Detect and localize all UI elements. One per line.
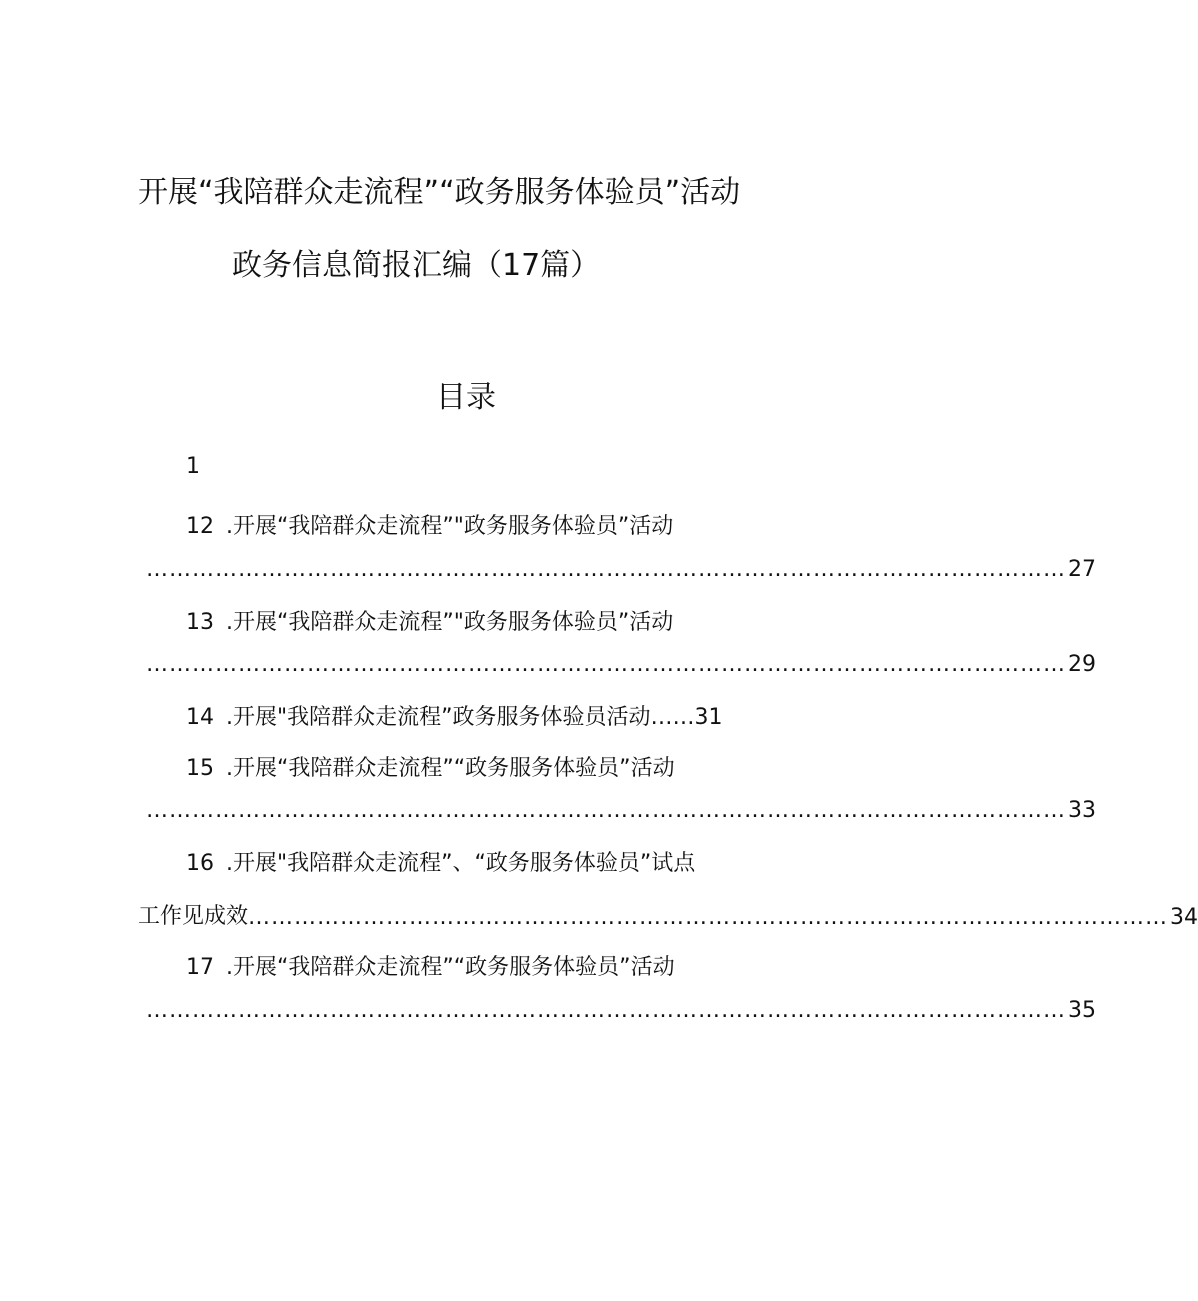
dot-leader: ………………………………………………………………………………………………………… [248, 905, 1169, 930]
toc-entry-16[interactable] [186, 846, 695, 877]
toc-entry-page: 29 [1068, 652, 1096, 677]
toc-heading: 目录 [436, 380, 496, 415]
toc-entry-13[interactable] [186, 605, 673, 636]
toc-entry-text: .开展“我陪群众走流程”“政务服务体验员”活动 [226, 756, 675, 781]
toc-entry-13-leader [146, 652, 1096, 677]
toc-entry-15[interactable] [186, 751, 675, 782]
toc-entry-15-leader [146, 798, 1096, 823]
dot-leader: …… [650, 705, 695, 730]
dot-leader: ………………………………………………………………………………………………………… [146, 798, 1066, 823]
toc-entry-number: 14 [186, 705, 214, 730]
toc-entry-12[interactable] [186, 509, 673, 540]
dot-leader: ………………………………………………………………………………………………………… [146, 652, 1066, 677]
toc-entry-number: 17 [186, 955, 214, 980]
toc-entry-text: .开展“我陪群众走流程”“政务服务体验员”活动 [226, 955, 675, 980]
toc-entry-17-leader [146, 998, 1096, 1023]
toc-entry-14[interactable] [186, 700, 723, 731]
toc-entry-page: 35 [1068, 998, 1096, 1023]
toc-entry-12-leader [146, 557, 1096, 582]
toc-entry-text: .开展“我陪群众走流程”"政务服务体验员”活动 [226, 610, 674, 635]
toc-entry-number: 13 [186, 610, 214, 635]
toc-entry-page: 27 [1068, 557, 1096, 582]
toc-entry-page: 34 [1170, 905, 1198, 930]
toc-entry-text: .开展"我陪群众走流程”政务服务体验员活动 [226, 705, 651, 730]
toc-entry-text-continued: 工作见成效 [138, 904, 249, 929]
toc-entry-text: .开展“我陪群众走流程”"政务服务体验员”活动 [226, 514, 674, 539]
dot-leader: ………………………………………………………………………………………………………… [146, 998, 1066, 1023]
dot-leader: ………………………………………………………………………………………………………… [146, 557, 1066, 582]
toc-entry-number: 12 [186, 514, 214, 539]
document-title-line-2: 政务信息简报汇编（17篇） [232, 248, 601, 283]
toc-entry-1-number: 1 [186, 454, 200, 479]
toc-entry-page: 33 [1068, 798, 1096, 823]
toc-entry-17[interactable] [186, 950, 675, 981]
toc-entry-number: 16 [186, 851, 214, 876]
toc-entry-text: .开展"我陪群众走流程”、“政务服务体验员”试点 [226, 851, 696, 876]
toc-entry-number: 15 [186, 756, 214, 781]
toc-entry-16-continuation [138, 899, 1198, 930]
document-title-line-1: 开展“我陪群众走流程”“政务服务体验员”活动 [138, 175, 741, 210]
toc-entry-page: 31 [694, 705, 723, 730]
